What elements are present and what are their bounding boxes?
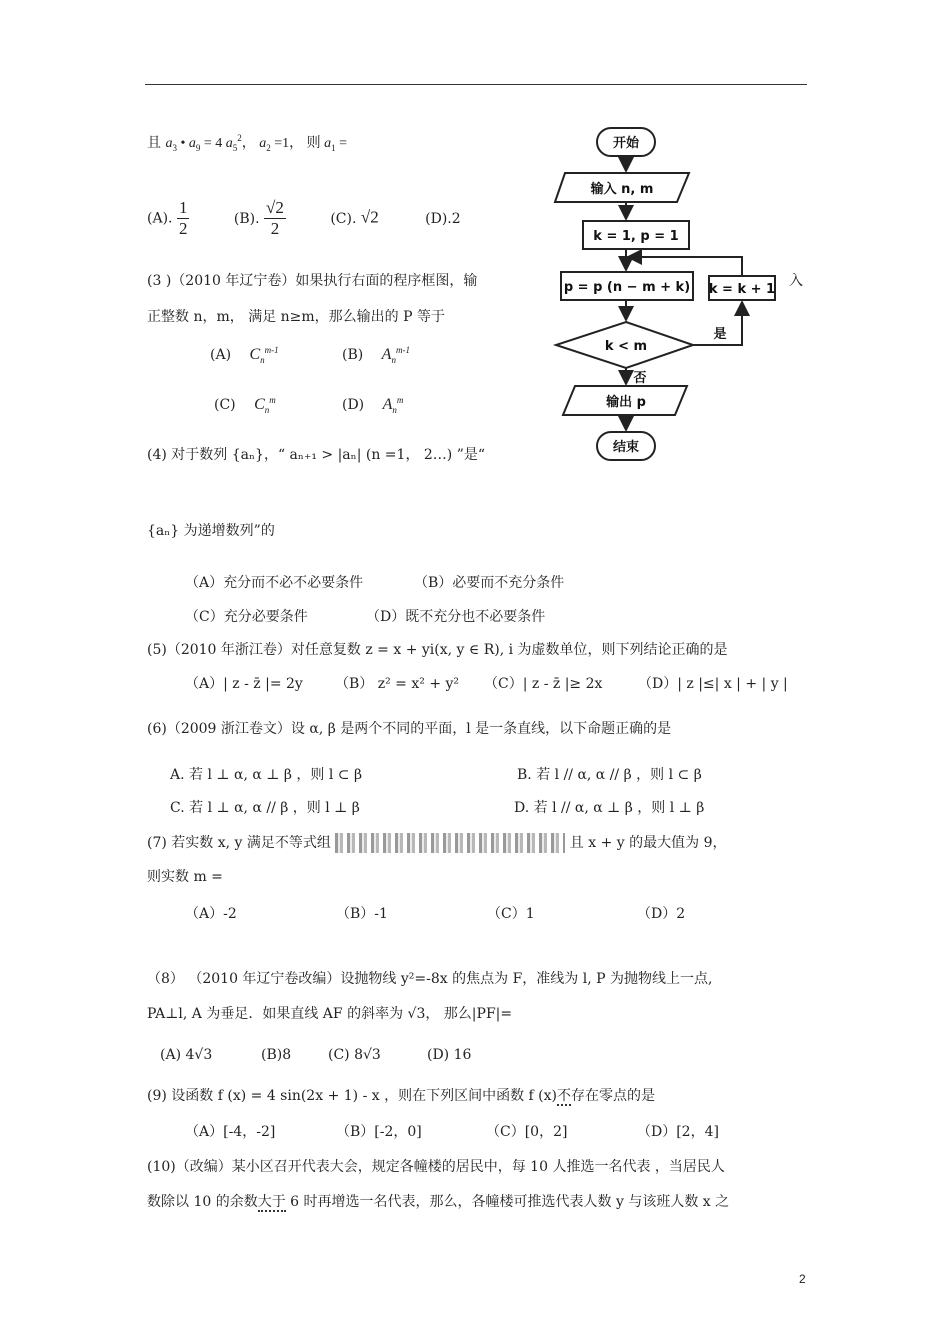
flow-inc-label: k = k + 1 <box>708 282 776 297</box>
q3-line1-tail: 入 <box>789 273 803 289</box>
q8-option-a: (A) 4√3 <box>160 1047 213 1063</box>
inequality-system-image <box>335 833 565 853</box>
q4-line2: {aₙ} 为递增数列”的 <box>147 523 275 539</box>
flow-end-label: 结束 <box>612 440 640 455</box>
q3-option-c: (C) $C_n^m$ <box>214 395 276 415</box>
q4-option-d: （D）既不充分也不必要条件 <box>366 609 546 625</box>
q5-option-a: （A）| z - z̄ |= 2y <box>185 676 303 692</box>
flow-init-label: k = 1, p = 1 <box>593 229 679 244</box>
q6-option-c: C. 若 l ⊥ α, α // β ，则 l ⊥ β <box>170 800 360 816</box>
q7-option-a: （A）-2 <box>185 906 237 922</box>
q9-option-c: （C）[0，2] <box>486 1124 568 1140</box>
page-number: 2 <box>799 1272 806 1286</box>
q5-stem: (5)（2010 年浙江卷）对任意复数 z = x + yi(x, y ∈ R), i 为虚数单位，则下列结论正确的是 <box>147 642 728 658</box>
q2-condition: 且 $a_3$ • $a_9 = 4$ $a_5^2$， $a_2 =1$， 则 $a_1$ = <box>147 133 348 153</box>
program-flowchart <box>550 125 790 470</box>
q2-option-a-fraction: $\frac{1}{2}$ <box>178 198 188 238</box>
q9-option-a: （A）[-4，-2] <box>185 1124 276 1140</box>
q2-options: (A). $\frac{1}{2}$ (B). $\frac{√2}{2}$ (C). √2 (D).2 <box>147 198 461 238</box>
flow-output-label: 输出 p <box>606 395 646 410</box>
q8-option-c: (C) 8√3 <box>328 1047 381 1063</box>
q4-option-b: （B）必要而不充分条件 <box>414 575 565 591</box>
q2-formula: $a_3$ • $a_9 = 4$ $a_5^2$， $a_2 =1$， 则 $a_1$ = <box>165 133 348 153</box>
q6-option-b: B. 若 l // α, α // β ，则 l ⊂ β <box>517 767 702 783</box>
q2-option-c: √2 <box>360 207 379 227</box>
flow-input-label: 输入 n, m <box>590 182 654 197</box>
q9-option-d: （D）[2，4] <box>637 1124 719 1140</box>
q3-option-b: (B) $A_n^{m-1}$ <box>342 345 410 365</box>
flow-no-label: 否 <box>633 371 647 386</box>
q3-line2: 正整数 n，m， 满足 n≥m，那么输出的 P 等于 <box>147 309 445 325</box>
q8-line1: （8） （2010 年辽宁卷改编）设抛物线 y²=-8x 的焦点为 F，准线为 l, P 为抛物线上一点, <box>147 971 713 987</box>
q7-option-c: （C）1 <box>487 906 535 922</box>
q7-line1: (7) 若实数 x, y 满足不等式组 且 x + y 的最大值为 9， <box>147 835 727 851</box>
q3-line1: (3 )（2010 年辽宁卷）如果执行右面的程序框图，输 <box>147 273 478 289</box>
q7-line2: 则实数 m = <box>147 869 223 885</box>
q4-option-a: （A）充分而不必不必要条件 <box>185 575 364 591</box>
q9-stem: (9) 设函数 f (x) = 4 sin(2x + 1) - x ，则在下列区间中函数 f (x)不存在零点的是 <box>147 1088 655 1104</box>
q10-line1: (10)（改编）某小区召开代表大会，规定各幢楼的居民中，每 10 人推选一名代表 ，当居民人 <box>147 1159 725 1175</box>
q5-option-c: （C）| z - z̄ |≥ 2x <box>484 676 603 692</box>
q3-option-a: (A) $C_n^{m-1}$ <box>210 345 279 365</box>
q7-option-d: （D）2 <box>637 906 686 922</box>
flow-calc-label: p = p (n − m + k) <box>563 280 691 295</box>
q6-option-d: D. 若 l // α, α ⊥ β ，则 l ⊥ β <box>514 800 705 816</box>
q10-line2: 数除以 10 的余数大于 6 时再增选一名代表，那么，各幢楼可推选代表人数 y 与该班人数 x 之 <box>147 1194 730 1210</box>
q7-option-b: （B）-1 <box>336 906 388 922</box>
q3-option-d: (D) $A_n^m$ <box>342 395 404 415</box>
q9-option-b: （B）[-2，0] <box>336 1124 422 1140</box>
flow-start-label: 开始 <box>612 136 640 151</box>
q4-line1: (4) 对于数列 {aₙ}，“ aₙ₊₁ > |aₙ| (n =1， 2…) ”是“ <box>147 447 486 463</box>
q4-option-c: （C）充分必要条件 <box>185 609 308 625</box>
q8-option-b: (B)8 <box>261 1047 292 1063</box>
flow-yes-label: 是 <box>713 327 727 342</box>
q8-line2: PA⊥l, A 为垂足．如果直线 AF 的斜率为 √3， 那么|PF|= <box>147 1006 513 1022</box>
q5-option-b: （B） z² = x² + y² <box>335 676 460 692</box>
q8-option-d: (D) 16 <box>427 1047 472 1063</box>
header-rule <box>145 84 807 85</box>
q6-stem: (6)（2009 浙江卷文）设 α, β 是两个不同的平面，l 是一条直线，以下命题正确的是 <box>147 721 672 737</box>
q5-option-d: （D）| z |≤| x | + | y | <box>638 676 788 692</box>
q2-option-b-fraction: $\frac{√2}{2}$ <box>266 198 284 238</box>
flow-cond-label: k < m <box>604 339 648 354</box>
q6-option-a: A. 若 l ⊥ α, α ⊥ β ，则 l ⊂ β <box>170 767 363 783</box>
